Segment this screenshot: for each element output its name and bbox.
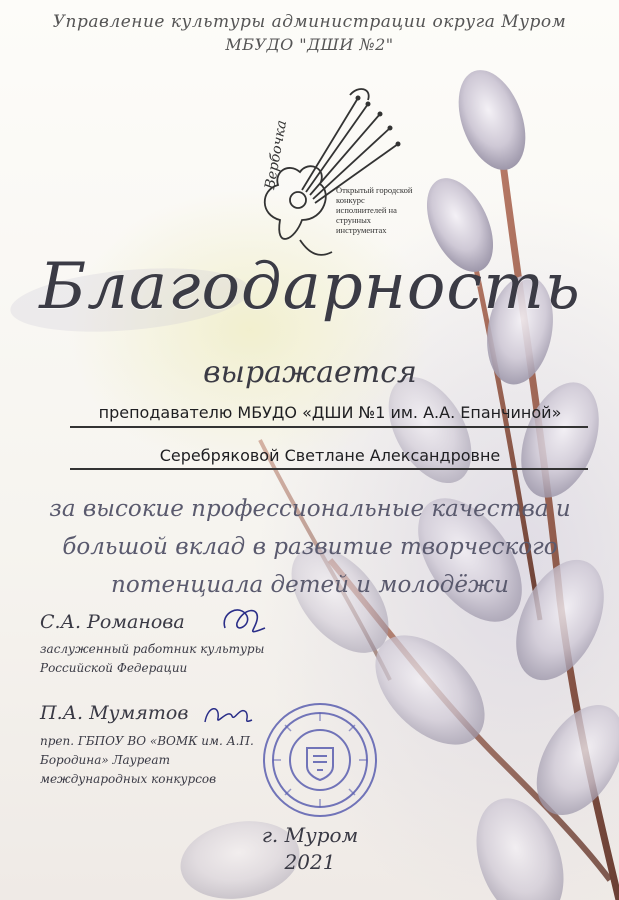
certificate-subtitle: выражается xyxy=(203,355,417,390)
school-header: МБУДО "ДШИ №2" xyxy=(225,35,394,54)
organization-header: Управление культуры администрации округа Муром xyxy=(52,12,567,32)
year: 2021 xyxy=(284,850,336,874)
official-seal-stamp xyxy=(255,700,385,820)
logo-brand: Вербочка xyxy=(262,119,291,191)
recipient-name-underline xyxy=(70,468,588,470)
signatory-name-1: С.А. Романова xyxy=(40,611,185,633)
recipient-position-underline xyxy=(70,426,588,428)
award-reason: за высокие профессиональные качества и большой вклад в развитие творческого потенциала детей и молодёжи xyxy=(49,496,571,598)
signatory-name-2: П.А. Мумятов xyxy=(40,702,189,724)
recipient-name: Серебряковой Светлане Александровне xyxy=(159,446,501,465)
handwritten-signature-2 xyxy=(200,700,255,730)
certificate-title: Благодарность xyxy=(39,250,581,324)
signatory-title-1: заслуженный работник культуры Российской Федерации xyxy=(40,642,265,675)
guitar-icon xyxy=(240,80,410,270)
handwritten-signature-1 xyxy=(215,598,275,643)
recipient-position: преподавателю МБУДО «ДШИ №1 им. А.А. Епанчиной» xyxy=(98,403,562,422)
city: г. Муром xyxy=(261,823,359,847)
logo-caption: Открытый городской конкурс исполнителей на струнных инструментах xyxy=(336,185,413,235)
signatory-title-2: преп. ГБПОУ ВО «ВОМК им. А.П. Бородина» Лауреат международных конкурсов xyxy=(40,734,254,786)
